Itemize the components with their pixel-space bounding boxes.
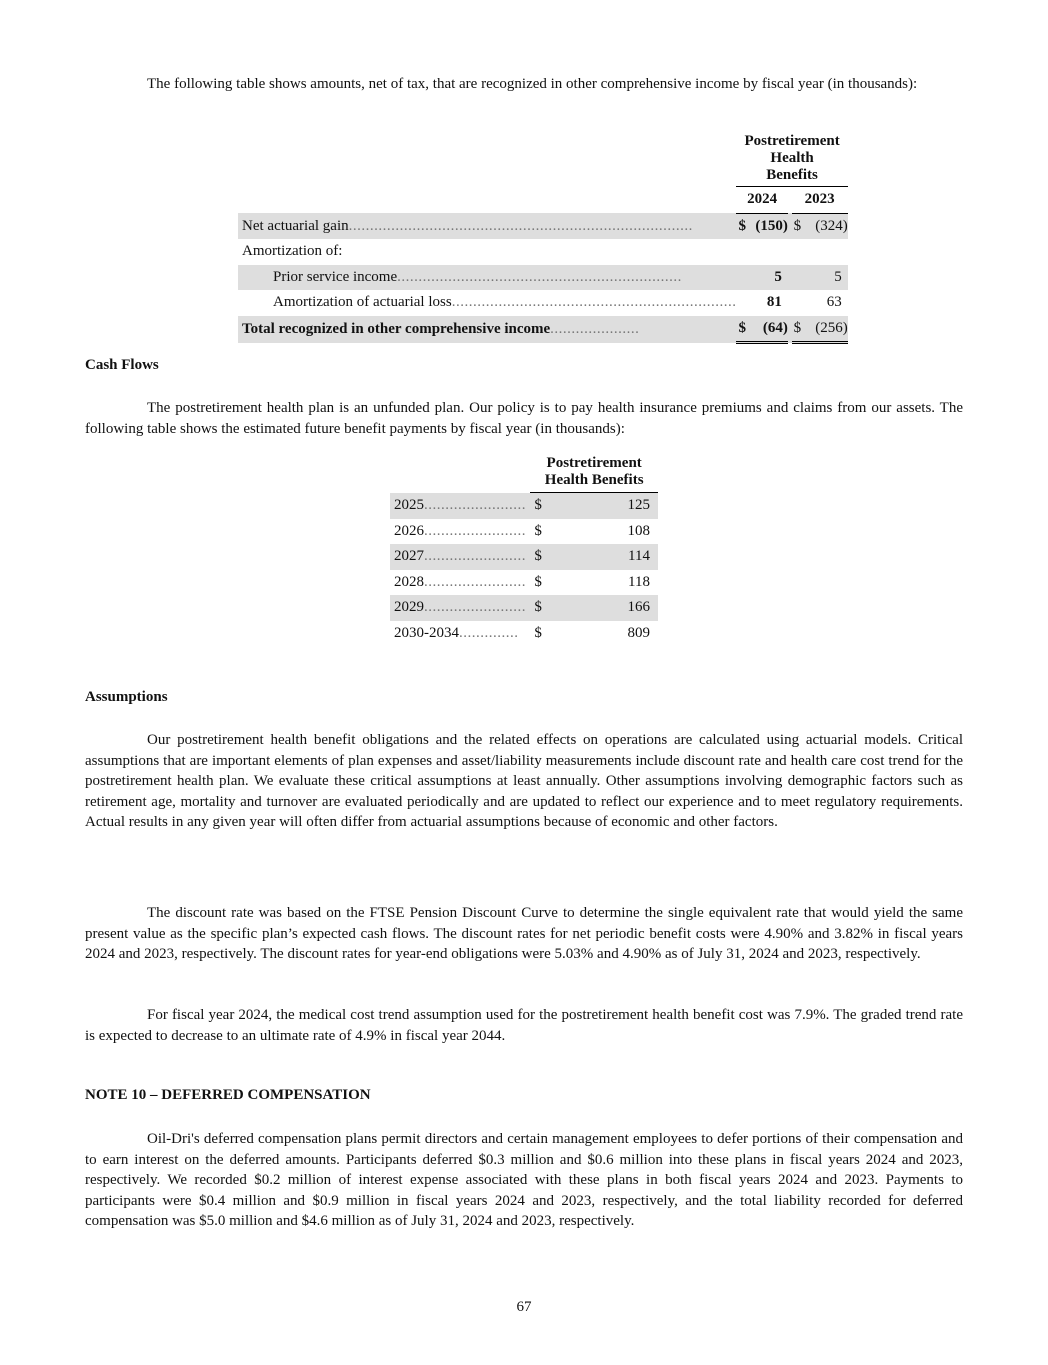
assumptions-paragraph-3: For fiscal year 2024, the medical cost trend assumption used for the postretirement health benefit cost was 7.9%. The graded trend rate is expected to decrease to an ultimate rate of 4.9% in fiscal year 2044. — [85, 1007, 963, 1044]
currency-symbol: $ — [534, 573, 542, 590]
table-row: 2028........................ $ 118 — [390, 570, 658, 596]
note-10-paragraph: Oil-Dri's deferred compensation plans permit directors and certain management employees to defer portions of their compensation and to earn interest on the deferred amounts. Participants deferred $0.3 million and $0.6 million into these plans in fiscal years 2024 and 2023, respectively. We recorded $0.2 million of interest expense associated with these plans in both fiscal years 2024 and 2023. Payments to participants were $0.4 million and $0.9 million in fiscal years 2024 and 2023, respectively, and the total liability recorded for deferred compensation was $5.0 million and $4.6 million as of July 31, 2024 and 2023, respectively. — [85, 1131, 963, 1230]
payment-value: 114 — [549, 544, 658, 570]
currency-symbol: $ — [792, 213, 804, 239]
row-label: Prior service income — [273, 268, 398, 285]
table-row: 2030-2034.............. $ 809 — [390, 621, 658, 647]
value-2023: (256) — [803, 316, 848, 343]
payment-value: 809 — [627, 624, 650, 641]
value-2023: 5 — [803, 265, 848, 291]
intro-paragraph: The following table shows amounts, net of tax, that are recognized in other comprehensive income by fiscal year (in thousands): — [147, 76, 918, 92]
row-year: 2026 — [394, 522, 424, 539]
table-row — [238, 239, 848, 265]
row-label: Amortization of actuarial loss — [273, 294, 452, 311]
row-year: 2028 — [394, 573, 424, 590]
payment-value: 118 — [628, 573, 650, 590]
cash-flows-paragraph: The postretirement health plan is an unfunded plan. Our policy is to pay health insurance premiums and claims from our assets. The following table shows the estimated future benefit payments by fiscal year (in thousands): — [85, 400, 963, 437]
table-row: Net actuarial gain................................................................................. $ (150) $ (324) — [238, 213, 848, 239]
value-2024: (64) — [748, 316, 788, 343]
note-10-heading: NOTE 10 – DEFERRED COMPENSATION — [85, 1087, 371, 1103]
year-header-2023: 2023 — [792, 187, 848, 214]
table-row: 2025........................ $ 125 — [390, 493, 658, 519]
table-row: 2029........................ $ 166 — [390, 595, 658, 621]
value-2024: (150) — [748, 213, 788, 239]
page-number: 67 — [516, 1299, 532, 1315]
table-row: 2027........................ $ 114 — [390, 544, 658, 570]
payment-value: 166 — [549, 595, 658, 621]
currency-symbol: $ — [736, 316, 748, 343]
oci-table — [238, 133, 848, 344]
payment-value: 108 — [627, 522, 650, 539]
payments-header: Postretirement Health Benefits — [530, 454, 658, 493]
assumptions-heading: Assumptions — [85, 689, 168, 705]
value-2023: (324) — [803, 213, 848, 239]
currency-symbol: $ — [534, 522, 542, 539]
year-header-2024: 2024 — [736, 187, 787, 214]
currency-symbol: $ — [530, 595, 549, 621]
table-row: 2026........................ $ 108 — [390, 519, 658, 545]
currency-symbol: $ — [530, 544, 549, 570]
currency-symbol: $ — [530, 493, 549, 519]
oci-group-header: Postretirement Health Benefits — [736, 133, 847, 187]
table-row: Prior service income................................................................... 5 5 — [238, 265, 848, 291]
assumptions-paragraph-2: The discount rate was based on the FTSE Pension Discount Curve to determine the single equivalent rate that would yield the same present value as the specific plan’s expected cash flows. The discount rates for net periodic benefit costs were 4.90% and 3.82% in fiscal years 2024 and 2023, respectively. The discount rates for year-end obligations were 5.03% and 4.90% as of July 31, 2024 and 2023, respectively. — [85, 905, 963, 963]
row-label: Net actuarial gain — [242, 217, 349, 234]
payment-value: 125 — [549, 493, 658, 519]
table-row: Amortization of actuarial loss................................................................... 81 63 — [238, 290, 848, 316]
value-2024: 5 — [748, 265, 788, 291]
value-2023: 63 — [826, 294, 842, 311]
currency-symbol: $ — [736, 213, 748, 239]
currency-symbol: $ — [792, 316, 804, 343]
row-year: 2025 — [394, 497, 424, 513]
row-year: 2027 — [394, 548, 424, 565]
row-year: 2029 — [394, 599, 424, 616]
assumptions-paragraph-1: Our postretirement health benefit obligations and the related effects on operations are calculated using actuarial models. Critical assumptions that are important elements of plan expenses and asset/liability measurements include discount rate and health care cost trend for the postretirement health plan. We evaluate these critical assumptions at least annually. Other assumptions involving demographic factors such as retirement age, mortality and turnover are evaluated periodically and are updated to reflect our experience and to meet regulatory requirements. Actual results in any given year will often differ from actuarial assumptions because of economic and other factors. — [85, 732, 963, 831]
row-label: Amortization of: — [242, 243, 343, 260]
currency-symbol: $ — [534, 624, 542, 641]
row-label: Total recognized in other comprehensive income — [242, 320, 551, 337]
table-row: Total recognized in other comprehensive income..................... $ (64) $ (256) — [238, 316, 848, 343]
cash-flows-heading: Cash Flows — [85, 357, 159, 373]
benefit-payments-table — [390, 454, 658, 646]
row-year: 2030-2034 — [394, 624, 459, 641]
value-2024: 81 — [766, 294, 782, 311]
